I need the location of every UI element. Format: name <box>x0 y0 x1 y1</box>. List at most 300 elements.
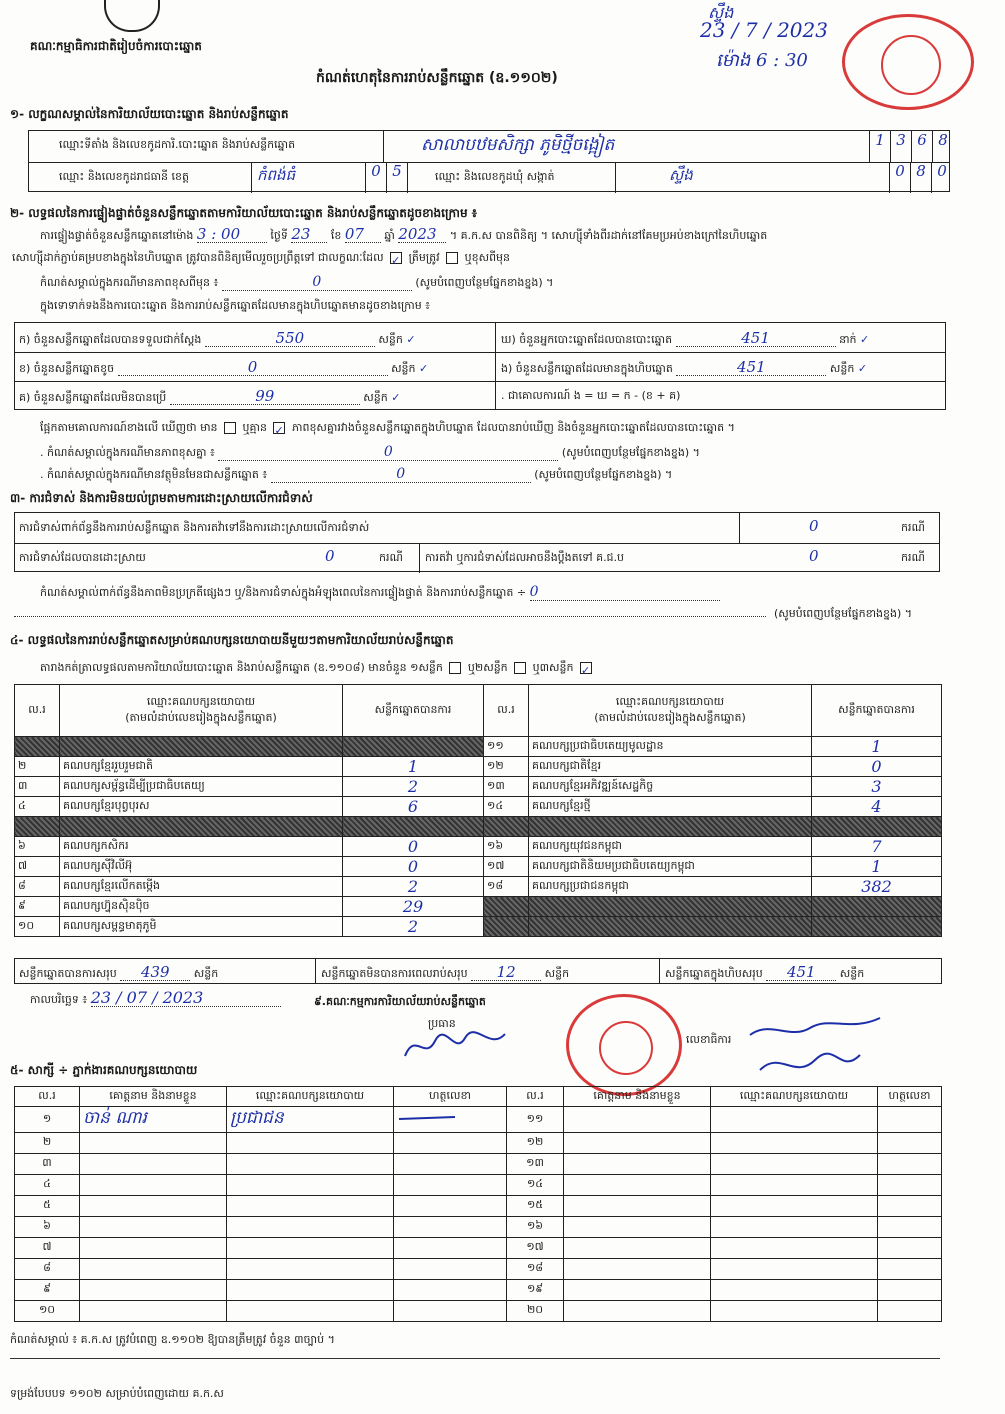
party-votes-cell <box>343 737 484 757</box>
divider <box>615 162 616 193</box>
note2-tail: (សូមបំពេញបន្ថែមផ្នែកខាងខ្នង) ។ <box>534 468 673 481</box>
objections-table <box>14 512 940 572</box>
code-digit: 0 <box>365 162 386 193</box>
difference-check-label: ផ្អែកតាមគោលការណ៍ខាងលើ ឃើញថា មាន <box>40 421 218 434</box>
seal-check-label: សោហ្ស៊ីដាក់ភ្ជាប់គម្របខាងក្នុងនៃហិបឆ្នោត ត្រូវបានពិនិត្យមើលរួចប្រព្រឹត្តទៅ ជាលក្ខណៈដែល <box>12 251 384 264</box>
received-label: ក) ចំនួនសន្លឹកឆ្នោតដែលបានទទួលជាក់ស្តែង <box>19 333 202 346</box>
emblem-icon <box>104 0 160 32</box>
witness-party-cell <box>227 1301 394 1322</box>
no-difference-label: ឬគ្មាន <box>242 421 267 434</box>
committee-label: ៩.គណៈកម្មការការិយាល័យរាប់សន្លឹកឆ្នោត <box>314 995 486 1008</box>
witness-no-cell: ១៧ <box>507 1238 564 1259</box>
witness-sign-cell <box>394 1196 507 1217</box>
unused-unit: សន្លឹក <box>363 391 388 404</box>
party-results-body <box>15 737 942 937</box>
witness-no-cell: ៩ <box>15 1280 80 1301</box>
witness-name-cell <box>80 1280 227 1301</box>
irregularity-note-value: 0 <box>530 584 720 601</box>
code-digit: 8 <box>910 162 931 193</box>
witness-sign-cell <box>878 1107 942 1133</box>
party-row <box>15 757 942 777</box>
ballot-count-grid <box>14 322 946 410</box>
party-votes-cell: 2 <box>343 877 484 897</box>
witness-party-cell <box>227 1259 394 1280</box>
changed-checkbox[interactable] <box>446 252 458 264</box>
witness-party-cell: ប្រជាជន <box>227 1107 394 1133</box>
party-votes-cell: 382 <box>812 877 942 897</box>
difference-check-tail: ភាពខុសគ្នារវាងចំនួនសន្លឹកឆ្នោតក្នុងហិបឆ្នោត ដែលបានរាប់ឃើញ និងចំនួនអ្នកបោះឆ្នោតដែលបានបោះឆ្នោត ។ <box>291 421 735 434</box>
received-unit: សន្លឹក <box>378 333 403 346</box>
party-name-cell <box>60 737 343 757</box>
spoiled-label: ខ) ចំនួនសន្លឹកឆ្នោតខូច <box>19 362 115 375</box>
party-header-title: ឈ្មោះគណបក្សនយោបាយ <box>146 694 256 708</box>
in-box-value: 451 <box>676 359 826 376</box>
col-no-header: ល.រ <box>15 685 60 737</box>
witness-col-sign: ហត្ថលេខា <box>878 1087 942 1107</box>
witness-party-cell <box>711 1259 878 1280</box>
witness-sign-cell <box>878 1259 942 1280</box>
section5-heading: ៥- សាក្សី ÷ ភ្នាក់ងារគណបក្សនយោបាយ <box>10 1063 198 1077</box>
day-label: ថ្ងៃទី <box>270 229 288 242</box>
note1-label: . កំណត់សម្គាល់ក្នុងករណីមានភាពខុសគ្នា ៖ <box>40 446 215 459</box>
commune-label: ឈ្មោះ និងលេខកូដឃុំ សង្កាត់ <box>435 170 555 183</box>
witness-party-cell <box>711 1301 878 1322</box>
province-code <box>365 162 408 193</box>
in-box-label: ង) ចំនួនសន្លឹកឆ្នោតដែលមានក្នុងហិបឆ្នោត <box>501 362 673 375</box>
witness-sign-cell <box>878 1217 942 1238</box>
witness-name-cell <box>80 1217 227 1238</box>
location-code <box>869 131 953 162</box>
party-row <box>15 837 942 857</box>
party-row <box>15 797 942 817</box>
two-sheet-checkbox[interactable] <box>514 662 526 674</box>
witness-name-cell <box>564 1301 711 1322</box>
spoiled-row <box>19 359 489 377</box>
objections-label: ការជំទាស់ពាក់ព័ន្ធនឹងការរាប់សន្លឹកឆ្នោត និងការតវ៉ាទៅនឹងការដោះស្រាយលើការជំទាស់ <box>19 521 370 534</box>
witness-name-cell <box>80 1133 227 1154</box>
commune-code <box>889 162 952 193</box>
party-name-cell <box>529 917 812 937</box>
witness-name-cell <box>80 1259 227 1280</box>
footer-note: កំណត់សម្គាល់ ៖ គ.ក.ស ត្រូវបំពេញ ឧ.១១០២ ឱ្យបានត្រឹមត្រូវ ចំនួន ៣ច្បាប់ ។ <box>10 1333 335 1346</box>
spoiled-unit: សន្លឹក <box>391 362 416 375</box>
witness-sign-cell <box>878 1280 942 1301</box>
location-label: ឈ្មោះទីតាំង និងលេខកូដការិ.បោះឆ្នោត និងរាប់សន្លឹកឆ្នោត <box>59 138 296 151</box>
section1-table <box>28 130 950 192</box>
party-no-cell: ៨ <box>15 877 60 897</box>
divider <box>315 959 316 983</box>
party-no-cell: ៤ <box>15 797 60 817</box>
witness-name-cell <box>80 1238 227 1259</box>
handwritten-note-1: ស្ទឹង <box>708 3 734 22</box>
total-invalid-value: 12 <box>471 964 541 981</box>
party-votes-cell: 3 <box>812 777 942 797</box>
two-sheet-label: ឬ២សន្លឹក <box>467 661 508 674</box>
party-votes-cell: 2 <box>343 777 484 797</box>
divider <box>659 959 660 983</box>
party-row <box>15 817 942 837</box>
witness-row <box>15 1133 942 1154</box>
voters-label: ឃ) ចំនួនអ្នកបោះឆ្នោតដែលបានបោះឆ្នោត <box>501 333 673 346</box>
witness-no-cell: ៧ <box>15 1238 80 1259</box>
spoiled-value: 0 <box>118 359 388 376</box>
witness-party-cell <box>227 1175 394 1196</box>
verification-line <box>40 226 767 244</box>
formula: . ជាគោលការណ៍ ង = ឃ = ក - (ខ + គ) <box>501 389 681 402</box>
total-valid-value: 439 <box>120 964 190 981</box>
party-votes-cell: 4 <box>812 797 942 817</box>
witness-party-cell <box>711 1217 878 1238</box>
witness-party-cell <box>227 1154 394 1175</box>
divider <box>383 131 384 162</box>
total-invalid-unit: សន្លឹក <box>544 967 570 980</box>
party-row <box>15 857 942 877</box>
witness-table <box>14 1086 942 1322</box>
intact-label: ត្រឹមត្រូវ <box>408 251 440 264</box>
party-votes-cell <box>343 817 484 837</box>
province-value: កំពង់ធំ <box>257 166 296 184</box>
witness-no-cell: ៦ <box>15 1217 80 1238</box>
witness-name-cell <box>564 1154 711 1175</box>
witness-no-cell: ២០ <box>507 1301 564 1322</box>
witness-row <box>15 1107 942 1133</box>
witness-no-cell: ១៨ <box>507 1259 564 1280</box>
note2-label: . កំណត់សម្គាល់ក្នុងករណីមានវត្ថុមិនមែនជាសន្លឹកឆ្នោត ៖ <box>40 468 268 481</box>
party-name-cell: គណបក្សសម្ព័ន្ធដើម្បីប្រជាធិបតេយ្យ <box>60 777 343 797</box>
form-title: កំណត់ហេតុនៃការរាប់សន្លឹកឆ្នោត (ឧ.១១០២) <box>316 70 558 86</box>
party-name-cell <box>60 817 343 837</box>
divider <box>495 323 496 409</box>
witness-row <box>15 1217 942 1238</box>
witness-no-cell: ១ <box>15 1107 80 1133</box>
witness-name-cell <box>564 1196 711 1217</box>
party-header-sub: (តាមលំដាប់លេខរៀងក្នុងសន្លឹកឆ្នោត) <box>594 710 746 724</box>
party-no-cell: ២ <box>15 757 60 777</box>
party-no-cell: ១០ <box>15 917 60 937</box>
witness-row <box>15 1175 942 1196</box>
appeal-value: 0 <box>809 547 819 565</box>
discrepancy-note-line <box>40 274 553 291</box>
witness-row <box>15 1154 942 1175</box>
party-row <box>15 777 942 797</box>
total-box <box>665 964 864 982</box>
note2-value: 0 <box>271 466 531 483</box>
party-name-cell: គណបក្សខ្មែររួបរួមជាតិ <box>60 757 343 777</box>
section1-heading: ១- លក្ខណសម្គាល់នៃការិយាល័យបោះឆ្នោត និងរាប់សន្លឹកឆ្នោត <box>10 107 289 121</box>
col-votes-header: សន្លឹកឆ្នោតបានការ <box>343 685 484 737</box>
witness-name-cell <box>564 1280 711 1301</box>
party-no-cell: ៩ <box>15 897 60 917</box>
party-votes-cell: 1 <box>343 757 484 777</box>
no-difference-checkbox[interactable]: ✓ <box>274 424 284 437</box>
witness-party-cell <box>711 1196 878 1217</box>
witness-no-cell: ១៩ <box>507 1280 564 1301</box>
commune-value: ស្ទឹង <box>669 166 693 184</box>
party-row <box>15 737 942 757</box>
party-votes-cell: 0 <box>812 757 942 777</box>
witness-row <box>15 1259 942 1280</box>
unused-row <box>19 388 489 406</box>
witness-sign-cell <box>394 1133 507 1154</box>
witness-party-cell <box>227 1280 394 1301</box>
witness-sign-cell <box>878 1238 942 1259</box>
year-label: ឆ្នាំ <box>384 229 395 242</box>
witness-col-name: គោត្តនាម និងនាមខ្លួន <box>564 1087 711 1107</box>
discrepancy-note-value: 0 <box>222 274 412 291</box>
witness-name-cell <box>564 1107 711 1133</box>
party-name-cell <box>529 817 812 837</box>
time-value: 3 : 00 <box>197 226 267 243</box>
party-no-cell: ១៨ <box>484 877 529 897</box>
total-box-value: 451 <box>766 964 836 981</box>
received-tick: ✓ <box>406 333 416 346</box>
witness-sign-cell <box>394 1217 507 1238</box>
witness-name-cell <box>80 1301 227 1322</box>
party-row <box>15 897 942 917</box>
witness-sign-cell <box>878 1175 942 1196</box>
total-invalid-label: សន្លឹកឆ្នោតមិនបានការពេលរាប់សរុប <box>321 967 468 980</box>
section4-heading: ៤- លទ្ធផលនៃការរាប់សន្លឹកឆ្នោតសម្រាប់គណបក្សនយោបាយនីមួយៗតាមការិយាល័យរាប់សន្លឹកឆ្នោត <box>10 633 454 647</box>
code-digit: 0 <box>889 162 910 193</box>
unused-value: 99 <box>170 388 360 405</box>
witness-party-cell <box>711 1175 878 1196</box>
total-valid <box>19 964 218 982</box>
col-party-header <box>529 685 812 737</box>
party-votes-cell: 1 <box>812 857 942 877</box>
official-stamp <box>842 14 974 110</box>
party-no-cell: ១១ <box>484 737 529 757</box>
party-row <box>15 877 942 897</box>
witness-col-party: ឈ្មោះគណបក្សនយោបាយ <box>711 1087 878 1107</box>
objections-value: 0 <box>809 517 819 535</box>
code-digit: 8 <box>932 131 953 162</box>
witness-no-cell: ១៦ <box>507 1217 564 1238</box>
witness-name-cell <box>564 1133 711 1154</box>
witness-sign-cell <box>878 1154 942 1175</box>
changed-label: ឬខុសពីមុន <box>464 251 511 264</box>
seal-check-line <box>12 250 510 266</box>
party-no-cell <box>484 817 529 837</box>
witness-party-cell <box>227 1133 394 1154</box>
witness-no-cell: ១២ <box>507 1133 564 1154</box>
tally-sheet-line <box>40 660 595 676</box>
results-intro: ក្នុងទោទាក់ទងនឹងការបោះឆ្នោត និងការរាប់សន្លឹកឆ្នោតដែលមានក្នុងហិបឆ្នោតមានដូចខាងក្រោម ៖ <box>40 299 431 312</box>
unused-label: គ) ចំនួនសន្លឹកឆ្នោតដែលមិនបានប្រើ <box>19 391 167 404</box>
witness-sign-cell <box>394 1280 507 1301</box>
divider <box>29 162 949 163</box>
province-label: ឈ្មោះ និងលេខកូដរាជធានី ខេត្ត <box>59 170 189 183</box>
appeal-unit: ករណី <box>901 551 925 564</box>
witness-col-party: ឈ្មោះគណបក្សនយោបាយ <box>227 1087 394 1107</box>
code-digit: 5 <box>386 162 408 193</box>
totals-row <box>14 958 942 984</box>
code-digit: 6 <box>911 131 932 162</box>
verification-label: ការផ្ទៀងផ្ទាត់ចំនួនសន្លឹកឆ្នោតនៅម៉ោង <box>40 229 194 242</box>
party-votes-cell: 1 <box>812 737 942 757</box>
voters-unit: នាក់ <box>839 333 857 346</box>
party-votes-cell: 0 <box>343 837 484 857</box>
witness-no-cell: ៤ <box>15 1175 80 1196</box>
in-box-unit: សន្លឹក <box>829 362 855 375</box>
party-votes-cell: 7 <box>812 837 942 857</box>
location-value: សាលាបឋមសិក្សា ភូមិថ្មីចង្អៀត <box>421 135 615 155</box>
party-name-cell: គណបក្សកសិករ <box>60 837 343 857</box>
witness-name-cell <box>80 1196 227 1217</box>
month-value: 07 <box>345 226 381 243</box>
in-box-tick: ✓ <box>857 362 868 375</box>
note2-line <box>40 466 672 483</box>
total-box-unit: សន្លឹក <box>839 967 865 980</box>
divider <box>419 543 420 573</box>
voters-value: 451 <box>676 330 836 347</box>
tally-sheet-label: តារាងកត់ត្រាលទ្ធផលតាមការិយាល័យបោះឆ្នោត និងរាប់សន្លឹកឆ្នោត (ឧ.១១០៨) មានចំនួន ១សន្លឹក <box>40 661 443 674</box>
witness-sign-cell <box>878 1196 942 1217</box>
party-name-cell: គណបក្សសម្ពន្ធមាតុភូមិ <box>60 917 343 937</box>
witness-sign-cell <box>878 1301 942 1322</box>
witness-sign-cell <box>394 1259 507 1280</box>
witness-party-cell <box>227 1217 394 1238</box>
section2-heading: ២- លទ្ធផលនៃការផ្ទៀងផ្ទាត់ចំនួនសន្លឹកឆ្នោតតាមការិយាល័យបោះឆ្នោត និងរាប់សន្លឹកឆ្នោតដូចខាងក្រោម ៖ <box>10 206 478 220</box>
code-digit: 3 <box>890 131 911 162</box>
note1-line <box>40 444 700 461</box>
footer-code: ទម្រង់បែបបទ ១១០២ សម្រាប់បំពេញដោយ គ.ក.ស <box>10 1387 224 1400</box>
three-sheet-checkbox[interactable]: ✓ <box>580 664 591 677</box>
party-no-cell <box>484 917 529 937</box>
divider <box>15 543 939 544</box>
resolved-unit: ករណី <box>379 551 403 564</box>
witness-row <box>15 1280 942 1301</box>
divider <box>15 381 945 382</box>
section3-heading: ៣- ការជំទាស់ និងការមិនយល់ព្រមតាមការដោះស្រាយលើការជំទាស់ <box>10 491 313 505</box>
witness-name-cell: ចាន់ ណារ <box>80 1107 227 1133</box>
appeal-label: ការតវ៉ា ឬការជំទាស់ដែលអាចនឹងប្តឹងតទៅ គ.ជ.ប <box>425 551 625 564</box>
party-no-cell: ១២ <box>484 757 529 777</box>
witness-no-cell: ១៣ <box>507 1154 564 1175</box>
party-votes-cell: 0 <box>343 857 484 877</box>
witness-sign-cell <box>878 1133 942 1154</box>
note1-tail: (សូមបំពេញបន្ថែមផ្នែកខាងខ្នង) ។ <box>561 446 700 459</box>
witness-no-cell: ៨ <box>15 1259 80 1280</box>
witness-sign-cell <box>394 1154 507 1175</box>
voters-row <box>501 330 941 348</box>
one-sheet-checkbox[interactable] <box>449 662 461 674</box>
party-name-cell: គណបក្សខ្មែរថ្មី <box>529 797 812 817</box>
irregularity-note-line <box>40 584 720 601</box>
witness-signature <box>397 1111 457 1125</box>
party-votes-cell <box>812 897 942 917</box>
day-value: 23 <box>291 226 327 243</box>
discrepancy-note-tail: (សូមបំពេញបន្ថែមផ្នែកខាងខ្នង) ។ <box>415 276 554 289</box>
party-name-cell: គណបក្សខ្មែរលើកតម្កើង <box>60 877 343 897</box>
party-votes-cell: 2 <box>343 917 484 937</box>
witness-body <box>15 1107 942 1322</box>
verification-tail: ។ គ.ក.ស បានពិនិត្យ ។ សោហ្ស៊ីទាំងពីរដាក់នៅគែមប្រអប់ខាងក្រៅនៃហិបឆ្នោត <box>449 229 768 242</box>
year-value: 2023 <box>398 226 446 243</box>
witness-party-cell <box>711 1133 878 1154</box>
month-label: ខែ <box>330 229 342 242</box>
difference-check-line <box>40 420 735 436</box>
witness-no-cell: ១៤ <box>507 1175 564 1196</box>
party-name-cell: គណបក្សខ្មែរអភិវឌ្ឍន៍សេដ្ឋកិច្ច <box>529 777 812 797</box>
party-no-cell: ៣ <box>15 777 60 797</box>
witness-name-cell <box>564 1259 711 1280</box>
witness-row <box>15 1238 942 1259</box>
party-name-cell: គណបក្សស៊ីវិលីអ៊ុ <box>60 857 343 877</box>
chair-signature <box>400 1026 510 1066</box>
party-row <box>15 917 942 937</box>
party-name-cell: គណបក្សខ្មែរបុព្វបុរស <box>60 797 343 817</box>
party-name-cell: គណបក្សប្រជាធិបតេយ្យមូលដ្ឋាន <box>529 737 812 757</box>
divider <box>15 352 945 353</box>
irregularity-note-continuation <box>14 614 766 617</box>
intact-checkbox[interactable]: ✓ <box>391 254 401 267</box>
party-no-cell <box>15 737 60 757</box>
received-row <box>19 330 489 348</box>
party-name-cell <box>529 897 812 917</box>
witness-sign-cell <box>394 1301 507 1322</box>
secretary-label: លេខាធិការ <box>686 1033 732 1046</box>
party-votes-cell: 6 <box>343 797 484 817</box>
party-name-cell: គណបក្សជាតិខ្មែរ <box>529 757 812 777</box>
witness-row <box>15 1301 942 1322</box>
party-results-table <box>14 684 942 937</box>
received-value: 550 <box>205 330 375 347</box>
party-votes-cell <box>812 917 942 937</box>
total-valid-label: សន្លឹកឆ្នោតបានការសរុប <box>19 967 117 980</box>
committee-stamp <box>566 994 682 1096</box>
code-digit: 1 <box>869 131 890 162</box>
note1-value: 0 <box>218 444 558 461</box>
witness-sign-cell <box>394 1107 507 1133</box>
witness-name-cell <box>80 1175 227 1196</box>
witness-party-cell <box>711 1280 878 1301</box>
witness-party-cell <box>711 1238 878 1259</box>
witness-no-cell: ១០ <box>15 1301 80 1322</box>
witness-party-cell <box>227 1196 394 1217</box>
party-header-sub: (តាមលំដាប់លេខរៀងក្នុងសន្លឹកឆ្នោត) <box>125 710 277 724</box>
witness-no-cell: ២ <box>15 1133 80 1154</box>
total-invalid <box>321 964 569 982</box>
spoiled-tick: ✓ <box>419 362 429 375</box>
party-header-title: ឈ្មោះគណបក្សនយោបាយ <box>615 694 725 708</box>
party-no-cell: ១៦ <box>484 837 529 857</box>
witness-no-cell: ៣ <box>15 1154 80 1175</box>
in-box-row <box>501 359 941 377</box>
witness-name-cell <box>564 1217 711 1238</box>
total-box-label: សន្លឹកឆ្នោតក្នុងហិបសរុប <box>665 967 763 980</box>
handwritten-note-3: ម៉ោង 6 : 30 <box>716 50 808 71</box>
resolved-value: 0 <box>325 547 335 565</box>
witness-party-cell <box>711 1154 878 1175</box>
witness-col-no: ល.រ <box>15 1087 80 1107</box>
has-difference-checkbox[interactable] <box>224 422 236 434</box>
party-no-cell: ១៧ <box>484 857 529 877</box>
voters-tick: ✓ <box>860 333 870 346</box>
witness-no-cell: ១១ <box>507 1107 564 1133</box>
witness-row <box>15 1196 942 1217</box>
divider <box>739 513 740 543</box>
date-value: 23 / 07 / 2023 <box>91 990 281 1007</box>
party-votes-cell: 29 <box>343 897 484 917</box>
witness-sign-cell <box>394 1175 507 1196</box>
objections-unit: ករណី <box>901 521 925 534</box>
total-valid-unit: សន្លឹក <box>193 967 219 980</box>
chair-label: ប្រធាន <box>428 1017 456 1030</box>
party-no-cell: ៦ <box>15 837 60 857</box>
witness-col-no: ល.រ <box>507 1087 564 1107</box>
discrepancy-note-label: កំណត់សម្គាល់ក្នុងករណីមានភាពខុសពីមុន ៖ <box>40 276 219 289</box>
irregularity-note-label: កំណត់សម្គាល់ពាក់ព័ន្ធនឹងភាពមិនប្រក្រតីផ្សេងៗ ឬ/និងការជំទាស់ក្នុងអំឡុងពេលនៃការផ្ទៀងផ្ទាត់ និងការរាប់សន្លឹកឆ្នោត ÷ <box>40 586 527 599</box>
